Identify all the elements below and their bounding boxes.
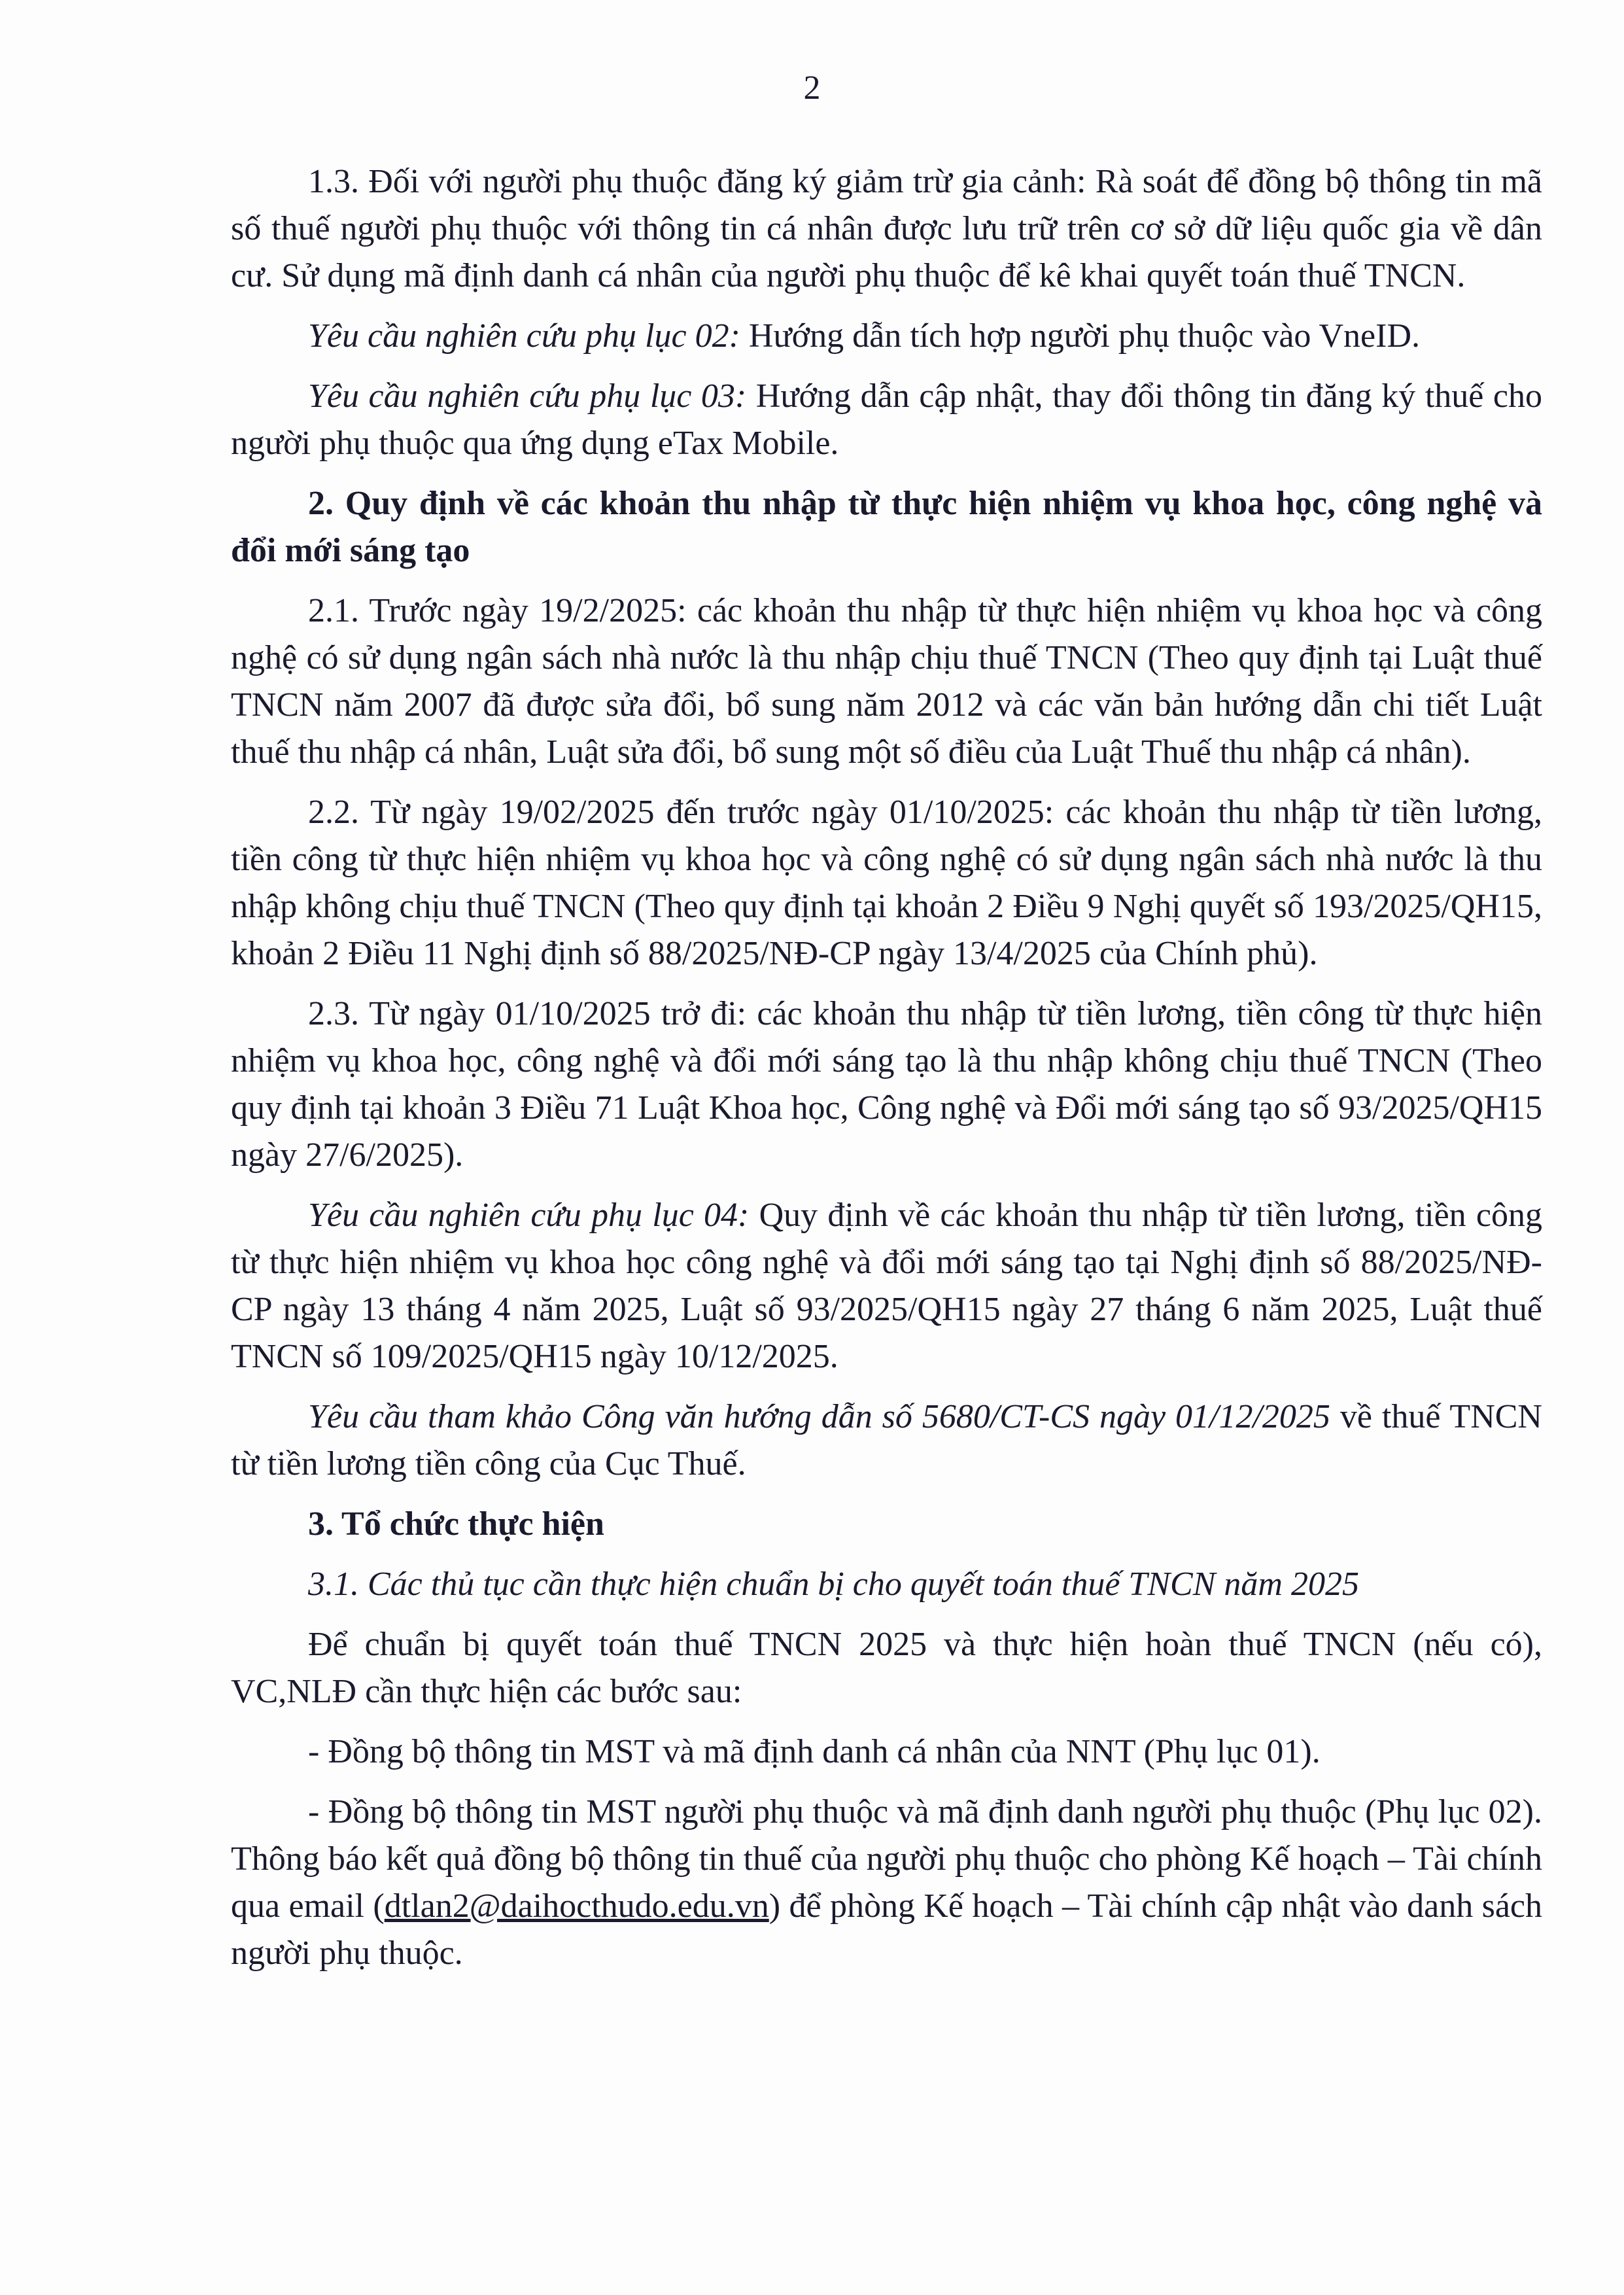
document-body — [231, 158, 1542, 1990]
paragraph-2-1: 2.1. Trước ngày 19/2/2025: các khoản thu nhập từ thực hiện nhiệm vụ khoa học và công nghệ có sử dụng ngân sách nhà nước là thu nhập chịu thuế TNCN (Theo quy định tại Luật thuế TNCN năm 2007 đã được sửa đổi, bổ sung năm 2012 và các văn bản hướng dẫn chi tiết Luật thuế thu nhập cá nhân, Luật sửa đổi, bổ sung một số điều của Luật Thuế thu nhập cá nhân). — [231, 592, 1542, 771]
email-link[interactable]: dtlan2@daihocthudo.edu.vn — [384, 1887, 769, 1925]
section-heading-2: 2. Quy định về các khoản thu nhập từ thực hiện nhiệm vụ khoa học, công nghệ và đổi mới sáng tạo — [231, 485, 1542, 569]
reference-text: về thuế TNCN từ tiền lương tiền công của Cục Thuế. — [231, 1398, 1542, 1482]
paragraph-requirement-appendix-03 — [231, 373, 1542, 467]
paragraph-2-2: 2.2. Từ ngày 19/02/2025 đến trước ngày 01/10/2025: các khoản thu nhập từ tiền lương, tiền công từ thực hiện nhiệm vụ khoa học và công nghệ có sử dụng ngân sách nhà nước là thu nhập không chịu thuế TNCN (Theo quy định tại khoản 2 Điều 9 Nghị quyết số 193/2025/QH15, khoản 2 Điều 11 Nghị định số 88/2025/NĐ-CP ngày 13/4/2025 của Chính phủ). — [231, 794, 1542, 972]
paragraph-3-intro: Để chuẩn bị quyết toán thuế TNCN 2025 và thực hiện hoàn thuế TNCN (nếu có), VC,NLĐ cần thực hiện các bước sau: — [231, 1626, 1542, 1710]
list-item-sync-dependent-tax-id — [231, 1789, 1542, 1977]
paragraph-reference-dispatch — [231, 1393, 1542, 1488]
requirement-label-02: Yêu cầu nghiên cứu phụ lục 02: — [308, 317, 740, 355]
subsection-heading-3-1: 3.1. Các thủ tục cần thực hiện chuẩn bị cho quyết toán thuế TNCN năm 2025 — [308, 1566, 1359, 1603]
paragraph-requirement-appendix-02 — [231, 313, 1542, 360]
requirement-label-03: Yêu cầu nghiên cứu phụ lục 03: — [308, 377, 747, 415]
page-number: 2 — [803, 69, 821, 107]
list-item-text-b: ) để phòng Kế hoạch – Tài chính cập nhật vào danh sách người phụ thuộc. — [231, 1887, 1543, 1972]
reference-label: Yêu cầu tham khảo Công văn hướng dẫn số 5680/CT-CS ngày 01/12/2025 — [308, 1398, 1330, 1435]
requirement-label-04: Yêu cầu nghiên cứu phụ lục 04: — [308, 1197, 750, 1234]
paragraph-1-3: 1.3. Đối với người phụ thuộc đăng ký giảm trừ gia cảnh: Rà soát để đồng bộ thông tin mã số thuế người phụ thuộc với thông tin cá nhân được lưu trữ trên cơ sở dữ liệu quốc gia về dân cư. Sử dụng mã định danh cá nhân của người phụ thuộc để kê khai quyết toán thuế TNCN. — [231, 163, 1542, 294]
paragraph-2-3: 2.3. Từ ngày 01/10/2025 trở đi: các khoản thu nhập từ tiền lương, tiền công từ thực hiện nhiệm vụ khoa học, công nghệ và đổi mới sáng tạo là thu nhập không chịu thuế TNCN (Theo quy định tại khoản 3 Điều 71 Luật Khoa học, Công nghệ và Đổi mới sáng tạo số 93/2025/QH15 ngày 27/6/2025). — [231, 995, 1542, 1174]
requirement-text-04: Quy định về các khoản thu nhập từ tiền lương, tiền công từ thực hiện nhiệm vụ khoa học công nghệ và đổi mới sáng tạo tại Nghị định số 88/2025/NĐ-CP ngày 13 tháng 4 năm 2025, Luật số 93/2025/QH15 ngày 27 tháng 6 năm 2025, Luật thuế TNCN số 109/2025/QH15 ngày 10/12/2025. — [231, 1197, 1542, 1375]
list-item-sync-tax-id: - Đồng bộ thông tin MST và mã định danh cá nhân của NNT (Phụ lục 01). — [308, 1733, 1321, 1770]
list-item-text-a: - Đồng bộ thông tin MST người phụ thuộc và mã định danh người phụ thuộc (Phụ lục 02). Thông báo kết quả đồng bộ thông tin thuế của người phụ thuộc cho phòng Kế hoạch – Tài chính qua email ( — [231, 1793, 1542, 1925]
paragraph-requirement-appendix-04 — [231, 1192, 1542, 1380]
requirement-text-03: Hướng dẫn cập nhật, thay đổi thông tin đăng ký thuế cho người phụ thuộc qua ứng dụng eTax Mobile. — [231, 377, 1542, 462]
section-heading-3: 3. Tổ chức thực hiện — [308, 1505, 604, 1543]
requirement-text-02: Hướng dẫn tích hợp người phụ thuộc vào VneID. — [740, 317, 1420, 355]
